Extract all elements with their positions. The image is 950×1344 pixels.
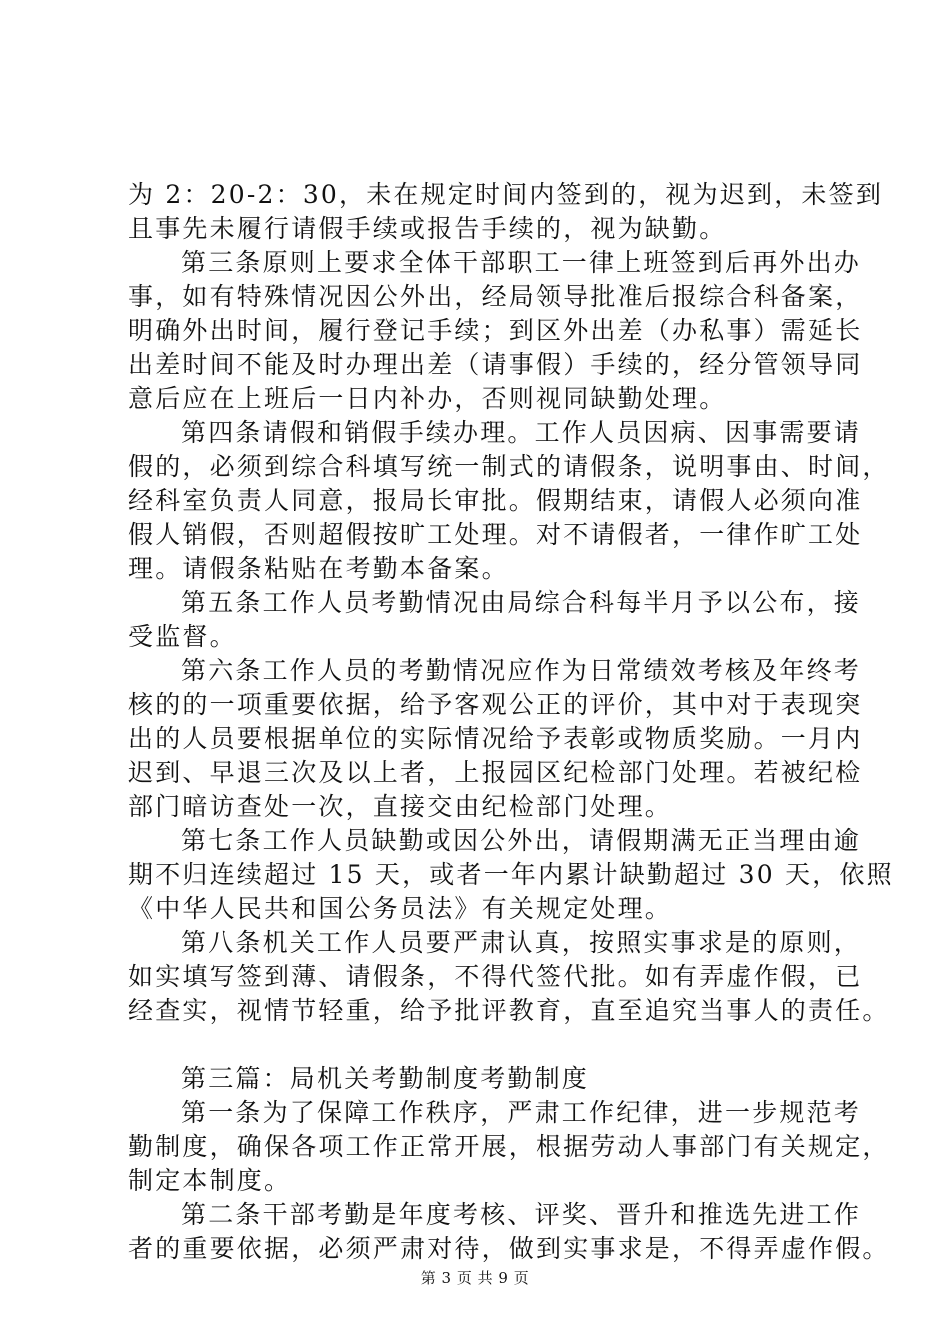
body-line: 者的重要依据，必须严肃对待，做到实事求是，不得弄虚作假。 bbox=[128, 1234, 890, 1263]
body-line: 且事先未履行请假手续或报告手续的，视为缺勤。 bbox=[128, 214, 727, 243]
body-line: 受监督。 bbox=[128, 622, 237, 651]
section-heading: 第三篇：局机关考勤制度考勤制度 bbox=[181, 1064, 590, 1093]
body-line: 明确外出时间，履行登记手续；到区外出差（办私事）需延长 bbox=[128, 316, 863, 345]
body-line: 经科室负责人同意，报局长审批。假期结束，请假人必须向准 bbox=[128, 486, 863, 515]
body-line: 第六条工作人员的考勤情况应作为日常绩效考核及年终考 bbox=[181, 656, 862, 685]
body-line: 理。请假条粘贴在考勤本备案。 bbox=[128, 554, 509, 583]
body-line: 迟到、早退三次及以上者，上报园区纪检部门处理。若被纪检 bbox=[128, 758, 863, 787]
body-line: 期不归连续超过 15 天，或者一年内累计缺勤超过 30 天，依照 bbox=[128, 860, 894, 889]
page-footer: 第 3 页 共 9 页 bbox=[420, 1269, 530, 1287]
body-line: 制定本制度。 bbox=[128, 1166, 292, 1195]
body-line: 第一条为了保障工作秩序，严肃工作纪律，进一步规范考 bbox=[181, 1098, 862, 1127]
body-line: 意后应在上班后一日内补办，否则视同缺勤处理。 bbox=[128, 384, 727, 413]
body-line: 第四条请假和销假手续办理。工作人员因病、因事需要请 bbox=[181, 418, 862, 447]
body-line: 第三条原则上要求全体干部职工一律上班签到后再外出办 bbox=[181, 248, 862, 277]
body-line: 核的的一项重要依据，给予客观公正的评价，其中对于表现突 bbox=[128, 690, 863, 719]
body-line: 假人销假，否则超假按旷工处理。对不请假者，一律作旷工处 bbox=[128, 520, 863, 549]
body-line: 部门暗访查处一次，直接交由纪检部门处理。 bbox=[128, 792, 673, 821]
body-line: 事，如有特殊情况因公外出，经局领导批准后报综合科备案， bbox=[128, 282, 863, 311]
body-line: 经查实，视情节轻重，给予批评教育，直至追究当事人的责任。 bbox=[128, 996, 890, 1025]
body-line: 第二条干部考勤是年度考核、评奖、晋升和推选先进工作 bbox=[181, 1200, 862, 1229]
body-line: 如实填写签到薄、请假条，不得代签代批。如有弄虚作假，已 bbox=[128, 962, 863, 991]
body-line: 第五条工作人员考勤情况由局综合科每半月予以公布，接 bbox=[181, 588, 862, 617]
body-line: 出的人员要根据单位的实际情况给予表彰或物质奖励。一月内 bbox=[128, 724, 863, 753]
body-line: 出差时间不能及时办理出差（请事假）手续的，经分管领导同 bbox=[128, 350, 863, 379]
body-line: 假的，必须到综合科填写统一制式的请假条，说明事由、时间， bbox=[128, 452, 890, 481]
body-line: 第七条工作人员缺勤或因公外出，请假期满无正当理由逾 bbox=[181, 826, 862, 855]
body-line: 《中华人民共和国公务员法》有关规定处理。 bbox=[128, 894, 673, 923]
body-line: 勤制度，确保各项工作正常开展，根据劳动人事部门有关规定， bbox=[128, 1132, 890, 1161]
body-line: 为 2：20-2：30，未在规定时间内签到的，视为迟到，未签到 bbox=[128, 180, 884, 209]
body-line: 第八条机关工作人员要严肃认真，按照实事求是的原则， bbox=[181, 928, 862, 957]
